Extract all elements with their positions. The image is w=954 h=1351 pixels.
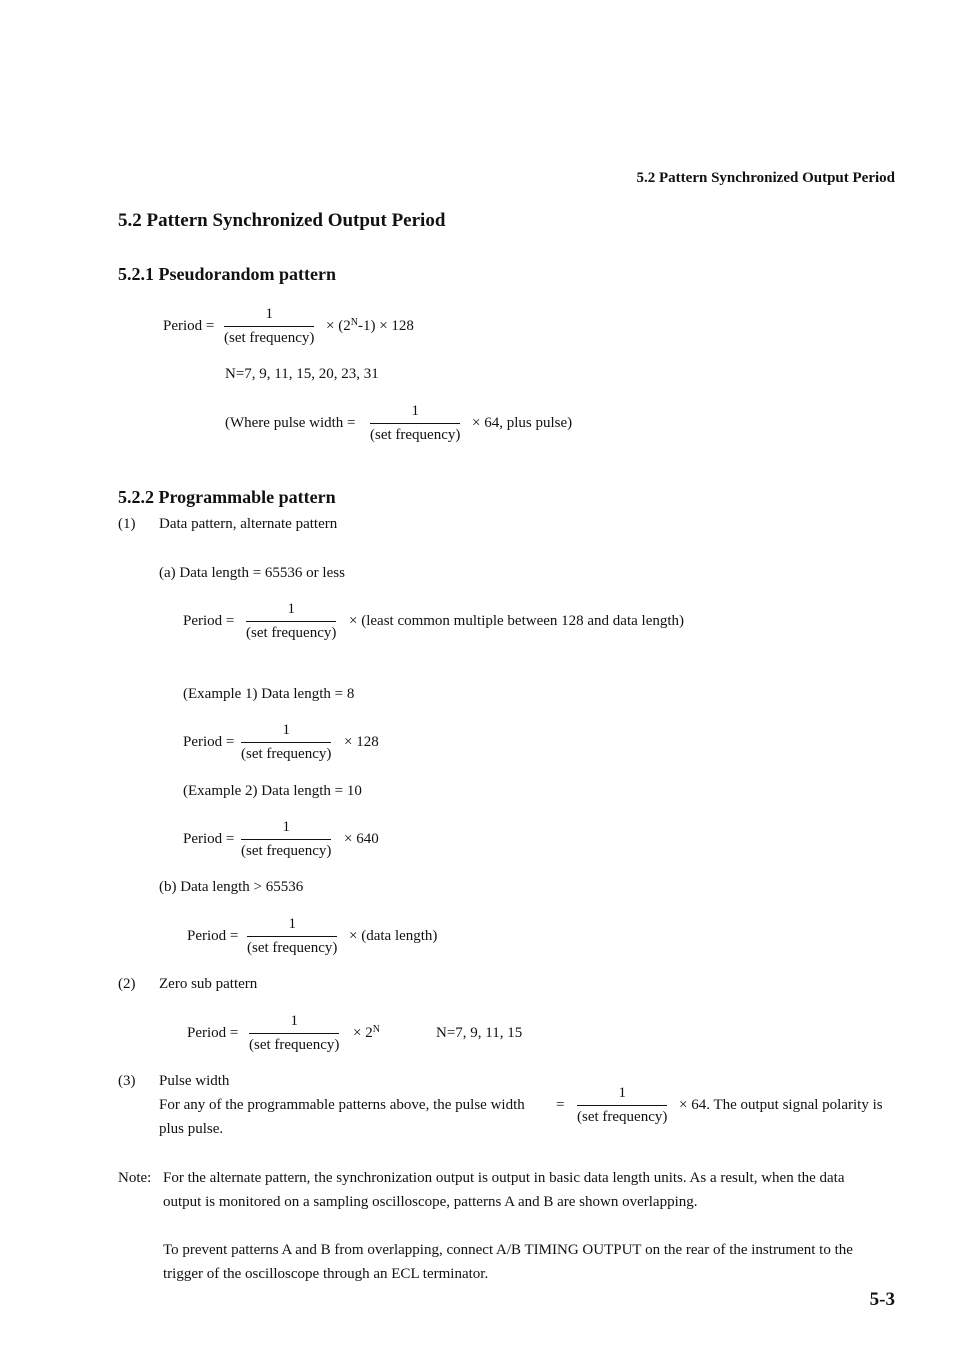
- period-label: Period =: [187, 928, 239, 944]
- item-number-3: (3): [118, 1073, 136, 1089]
- item-label-data-pattern: Data pattern, alternate pattern: [159, 516, 338, 532]
- fraction-set-frequency: [246, 600, 336, 642]
- subsection-title-programmable: 5.2.2 Programmable pattern: [118, 487, 336, 507]
- n-values: N=7, 9, 11, 15: [436, 1025, 523, 1041]
- item-number-2: (2): [118, 976, 136, 992]
- fraction-set-frequency: [577, 1084, 667, 1126]
- fraction-set-frequency: [224, 305, 314, 347]
- fraction-denominator: (set frequency): [370, 423, 460, 444]
- fraction-set-frequency: [247, 915, 337, 957]
- multiplier-prefix: × (2: [326, 318, 351, 334]
- period-multiplier: × (data length): [349, 928, 438, 944]
- fraction-denominator: (set frequency): [247, 936, 337, 957]
- fraction-denominator: (set frequency): [246, 621, 336, 642]
- fraction-set-frequency: [241, 721, 331, 763]
- fraction-denominator: (set frequency): [241, 839, 331, 860]
- fraction-numerator: 1: [411, 403, 419, 419]
- note-paragraph-2-line-1: To prevent patterns A and B from overlapping, connect A/B TIMING OUTPUT on the rear of the instrument to the: [163, 1242, 853, 1258]
- note-paragraph-1-line-2: output is monitored on a sampling oscilloscope, patterns A and B are shown overlapping.: [163, 1194, 698, 1210]
- running-header: 5.2 Pattern Synchronized Output Period: [636, 170, 895, 186]
- fraction-denominator: (set frequency): [577, 1105, 667, 1126]
- item-label-zero-sub: Zero sub pattern: [159, 976, 258, 992]
- subitem-a-label: (a) Data length = 65536 or less: [159, 565, 345, 581]
- pulse-width-prefix: (Where pulse width =: [225, 415, 356, 431]
- period-multiplier: × 640: [344, 831, 379, 847]
- item-label-pulse-width: Pulse width: [159, 1073, 230, 1089]
- fraction-set-frequency: [370, 402, 460, 444]
- period-multiplier: [353, 1024, 380, 1042]
- example-1-label: (Example 1) Data length = 8: [183, 686, 355, 702]
- period-label: Period =: [183, 831, 235, 847]
- fraction-numerator: 1: [282, 722, 290, 738]
- equals-sign: =: [556, 1097, 565, 1113]
- period-multiplier: × (least common multiple between 128 and data length): [349, 613, 685, 629]
- note-paragraph-1-line-1: For the alternate pattern, the synchronization output is output in basic data length units. As a result, when the data: [163, 1170, 845, 1186]
- fraction-denominator: (set frequency): [249, 1033, 339, 1054]
- multiplier-base: × 2: [353, 1025, 373, 1041]
- exponent: N: [350, 317, 358, 328]
- example-2-label: (Example 2) Data length = 10: [183, 783, 362, 799]
- pulse-width-text: For any of the programmable patterns above, the pulse width: [159, 1097, 525, 1113]
- subsection-title-pseudorandom: 5.2.1 Pseudorandom pattern: [118, 264, 337, 284]
- exponent: N: [372, 1024, 380, 1035]
- fraction-denominator: (set frequency): [224, 326, 314, 347]
- fraction-numerator: 1: [282, 819, 290, 835]
- period-label: Period =: [183, 613, 235, 629]
- period-multiplier: [326, 317, 414, 335]
- fraction-set-frequency: [241, 818, 331, 860]
- item-number-1: (1): [118, 516, 136, 532]
- fraction-numerator: 1: [288, 916, 296, 932]
- section-title: 5.2 Pattern Synchronized Output Period: [118, 210, 446, 231]
- period-multiplier: × 128: [344, 734, 379, 750]
- period-label: Period =: [187, 1025, 239, 1041]
- fraction-set-frequency: [249, 1012, 339, 1054]
- n-values: N=7, 9, 11, 15, 20, 23, 31: [225, 366, 379, 382]
- fraction-numerator: 1: [287, 601, 295, 617]
- multiplier-suffix: -1) × 128: [357, 318, 414, 334]
- fraction-denominator: (set frequency): [241, 742, 331, 763]
- note-paragraph-2-line-2: trigger of the oscilloscope through an ECL terminator.: [163, 1266, 489, 1282]
- pulse-width-text-end: plus pulse.: [159, 1121, 224, 1137]
- fraction-numerator: 1: [618, 1085, 626, 1101]
- subitem-b-label: (b) Data length > 65536: [159, 879, 304, 895]
- pulse-width-suffix: × 64, plus pulse): [472, 415, 573, 431]
- page-number: 5-3: [869, 1289, 895, 1310]
- pulse-width-text-continued: × 64. The output signal polarity is: [679, 1097, 883, 1113]
- period-label: Period =: [183, 734, 235, 750]
- fraction-numerator: 1: [265, 306, 273, 322]
- note-label: Note:: [118, 1170, 152, 1186]
- period-label: Period =: [163, 318, 215, 334]
- fraction-numerator: 1: [290, 1013, 298, 1029]
